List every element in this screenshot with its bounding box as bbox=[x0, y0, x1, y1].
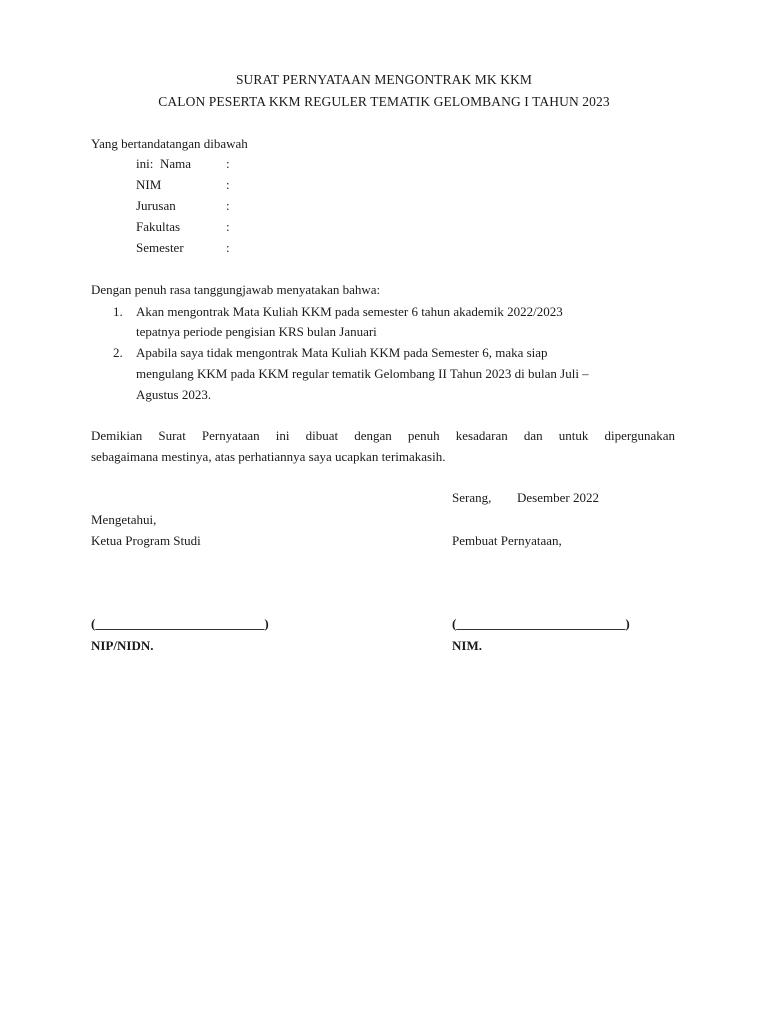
document-subtitle: CALON PESERTA KKM REGULER TEMATIK GELOMBANG I TAHUN 2023 bbox=[158, 94, 610, 109]
field-label-fakultas: Fakultas bbox=[136, 219, 181, 234]
right-signature-blank: (__________________________) bbox=[452, 616, 630, 631]
closing-line-1: Demikian Surat Pernyataan ini dibuat dengan penuh kesadaran dan untuk dipergunakan bbox=[91, 428, 675, 443]
statement-lead: Dengan penuh rasa tanggungjawab menyatakan bahwa: bbox=[91, 282, 381, 297]
list-item-1-line-2: tepatnya periode pengisian KRS bulan Januari bbox=[136, 324, 377, 339]
field-colon-nim: : bbox=[226, 177, 230, 192]
list-item-1-line-1: Akan mengontrak Mata Kuliah KKM pada semester 6 tahun akademik 2022/2023 bbox=[136, 304, 563, 319]
field-colon-nama: : bbox=[226, 156, 230, 171]
intro-text: Yang bertandatangan dibawah bbox=[91, 136, 248, 151]
field-label-semester: Semester bbox=[136, 240, 184, 255]
closing-line-2: sebagaimana mestinya, atas perhatiannya saya ucapkan terimakasih. bbox=[91, 449, 446, 464]
head-of-program-label: Ketua Program Studi bbox=[91, 533, 201, 548]
field-label-nim: NIM bbox=[136, 177, 162, 192]
place-text: Serang, bbox=[452, 490, 492, 505]
list-item-number-1: 1. bbox=[113, 304, 123, 319]
left-signature-blank: (__________________________) bbox=[91, 616, 269, 631]
field-colon-fakultas: : bbox=[226, 219, 230, 234]
list-item-number-2: 2. bbox=[113, 345, 123, 360]
nim-label: NIM. bbox=[452, 638, 482, 653]
field-colon-semester: : bbox=[226, 240, 230, 255]
nip-nidn-label: NIP/NIDN. bbox=[91, 638, 154, 653]
field-label-nama: Nama bbox=[160, 156, 192, 171]
date-text: Desember 2022 bbox=[517, 490, 599, 505]
field-colon-jurusan: : bbox=[226, 198, 230, 213]
field-label-jurusan: Jurusan bbox=[136, 198, 176, 213]
list-item-2-line-1: Apabila saya tidak mengontrak Mata Kuliah KKM pada Semester 6, maka siap bbox=[136, 345, 548, 360]
declarant-label: Pembuat Pernyataan, bbox=[452, 533, 562, 548]
intro-prefix: ini: bbox=[136, 156, 154, 171]
document-title: SURAT PERNYATAAN MENGONTRAK MK KKM bbox=[235, 72, 533, 87]
list-item-2-line-2: mengulang KKM pada KKM regular tematik Gelombang II Tahun 2023 di bulan Juli – bbox=[136, 366, 589, 381]
list-item-2-line-3: Agustus 2023. bbox=[136, 387, 212, 402]
acknowledged-label: Mengetahui, bbox=[91, 512, 157, 527]
